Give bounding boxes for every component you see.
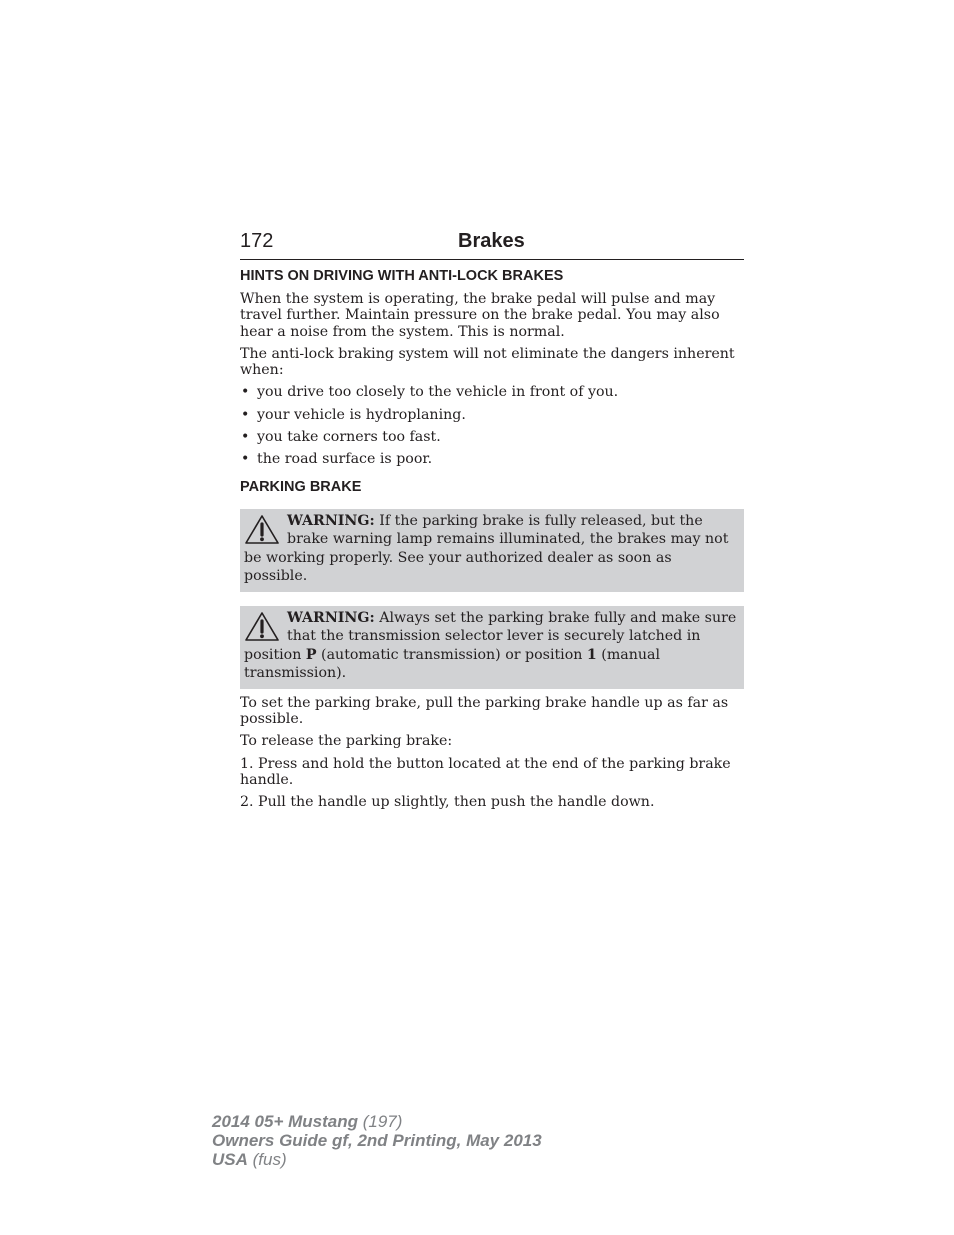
list-item-text: you drive too closely to the vehicle in front of you. xyxy=(257,384,619,401)
release-step-1: 1. Press and hold the button located at the end of the parking brake handle. xyxy=(240,755,731,788)
footer-model-code: (197) xyxy=(358,1112,403,1131)
position-p-label: P xyxy=(305,646,317,663)
bullet-marker: • xyxy=(241,451,250,468)
bullet-marker: • xyxy=(241,384,250,401)
warning-box-selector-lever xyxy=(240,606,744,689)
list-item xyxy=(240,429,744,445)
warning-box-released xyxy=(240,509,744,592)
position-1-label: 1 xyxy=(586,646,597,663)
footer-line-market xyxy=(212,1150,542,1169)
warning-text-b: (automatic transmission) or position xyxy=(316,646,587,663)
warning-text-a: Always set the parking brake fully and make sure that the transmission selector lever is securely latched in position xyxy=(244,609,737,663)
page-number: 172 xyxy=(240,230,274,252)
paragraph-abs-operation: When the system is operating, the brake pedal will pulse and may travel further. Maintain pressure on the brake pedal. You may also hear a noise from the system. This is normal. xyxy=(240,291,720,340)
chapter-title: Brakes xyxy=(458,230,525,252)
section-heading-abs-hints: HINTS ON DRIVING WITH ANTI-LOCK BRAKES xyxy=(240,268,564,284)
print-footer xyxy=(212,1112,542,1169)
release-step-2: 2. Pull the handle up slightly, then push the handle down. xyxy=(240,794,655,811)
section-heading-parking-brake: PARKING BRAKE xyxy=(240,478,362,495)
footer-model: 2014 05+ Mustang xyxy=(212,1112,358,1131)
warning-text-c: (manual transmission). xyxy=(244,646,661,682)
footer-market-code: (fus) xyxy=(247,1150,287,1169)
page-content xyxy=(240,267,744,810)
list-item-text: the road surface is poor. xyxy=(257,451,433,468)
warning-triangle-icon xyxy=(244,514,280,546)
bullet-list xyxy=(240,384,744,467)
list-item xyxy=(240,384,744,400)
paragraph-release-intro: To release the parking brake: xyxy=(240,733,453,750)
page-header xyxy=(240,229,744,260)
list-item-text: your vehicle is hydroplaning. xyxy=(257,406,466,423)
warning-label: WARNING: xyxy=(287,609,375,626)
list-item xyxy=(240,451,744,467)
list-item-text: you take corners too fast. xyxy=(257,429,441,446)
footer-line-model xyxy=(212,1112,542,1131)
bullet-marker: • xyxy=(241,429,250,446)
list-item xyxy=(240,407,744,423)
warning-text: If the parking brake is fully released, but the brake warning lamp remains illuminated, the brakes may not be working properly. See your authorized dealer as soon as possible. xyxy=(244,512,729,585)
footer-market: USA xyxy=(212,1150,248,1169)
paragraph-set-brake: To set the parking brake, pull the parking brake handle up as far as possible. xyxy=(240,694,729,727)
warning-label: WARNING: xyxy=(287,512,375,529)
footer-line-printing: Owners Guide gf, 2nd Printing, May 2013 xyxy=(212,1131,542,1150)
paragraph-abs-dangers: The anti-lock braking system will not eliminate the dangers inherent when: xyxy=(240,345,735,379)
bullet-marker: • xyxy=(241,406,250,423)
warning-triangle-icon xyxy=(244,611,280,643)
